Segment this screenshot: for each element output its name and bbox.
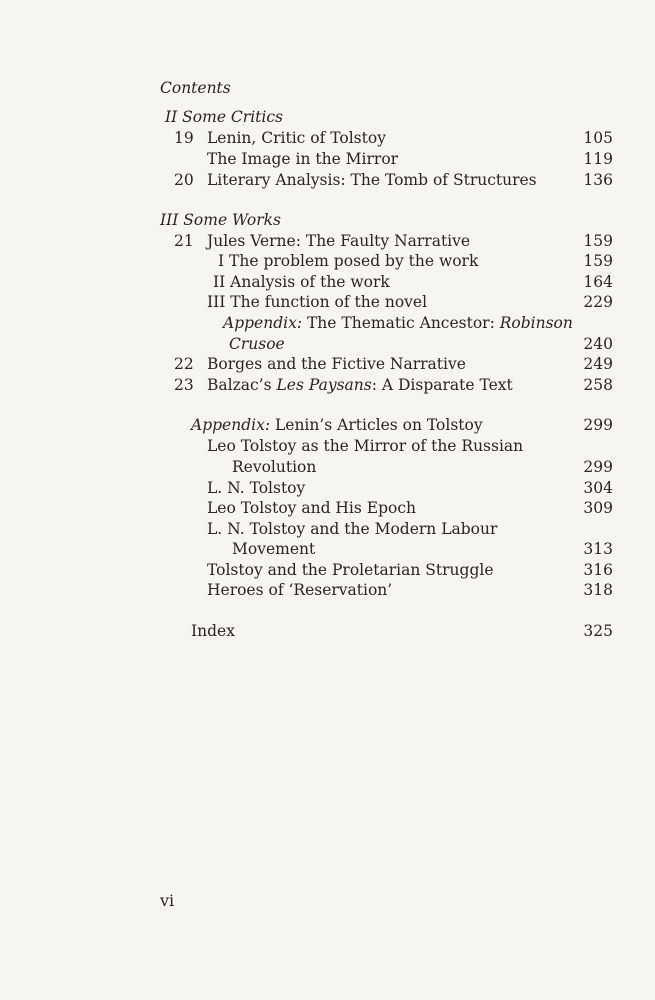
page-number: 299 (583, 416, 613, 434)
page-number: 313 (583, 540, 613, 558)
toc-subentry[interactable] (0, 312, 655, 334)
chapter-number: 21 (174, 232, 194, 250)
entry-title (223, 312, 573, 334)
page-number: 249 (583, 355, 613, 373)
appendix-title: The Thematic Ancestor: (302, 314, 500, 332)
page-number: 318 (583, 581, 613, 599)
page-number: 304 (583, 479, 613, 497)
toc-entry[interactable] (0, 148, 655, 170)
entry-title: III The function of the novel (207, 293, 428, 311)
entry-title: II Analysis of the work (213, 273, 390, 291)
toc-appendix-item[interactable] (0, 435, 655, 457)
toc-index[interactable] (0, 620, 655, 642)
page-number: 309 (583, 499, 613, 517)
entry-title-continuation: Movement (232, 540, 316, 558)
chapter-number: 22 (174, 355, 194, 373)
toc-subentry-continuation[interactable] (0, 333, 655, 355)
page-number: 240 (583, 335, 613, 353)
entry-title-continuation: Crusoe (229, 335, 285, 353)
toc-appendix-item[interactable] (0, 579, 655, 601)
page-number: 299 (583, 458, 613, 476)
page-number: 316 (583, 561, 613, 579)
entry-title (191, 414, 483, 436)
entry-title: Index (191, 622, 235, 640)
entry-title (207, 374, 513, 396)
entry-title: Literary Analysis: The Tomb of Structures (207, 171, 537, 189)
page-title: Contents (160, 79, 231, 97)
entry-title-italic: Les Paysans (276, 376, 372, 394)
page-number: 229 (583, 293, 613, 311)
toc-entry[interactable] (0, 127, 655, 149)
entry-title-pre: Balzac’s (207, 376, 277, 394)
section-heading-some-works: III Some Works (160, 211, 282, 229)
page-number: 325 (583, 622, 613, 640)
entry-title: Borges and the Fictive Narrative (207, 355, 466, 373)
toc-subentry[interactable] (0, 291, 655, 313)
page-number: 159 (583, 232, 613, 250)
entry-title-post: : A Disparate Text (371, 376, 513, 394)
entry-title: The Image in the Mirror (207, 150, 399, 168)
toc-appendix-item-continuation[interactable] (0, 456, 655, 478)
appendix-title: Lenin’s Articles on Tolstoy (270, 416, 483, 434)
page-number: 164 (583, 273, 613, 291)
page-number: 159 (583, 252, 613, 270)
toc-appendix-item-continuation[interactable] (0, 538, 655, 560)
toc-entry[interactable] (0, 230, 655, 252)
toc-subentry[interactable] (0, 271, 655, 293)
page-number: 136 (583, 171, 613, 189)
toc-appendix-item[interactable] (0, 477, 655, 499)
chapter-number: 23 (174, 376, 194, 394)
toc-appendix[interactable] (0, 414, 655, 436)
toc-appendix-item[interactable] (0, 497, 655, 519)
entry-title: Tolstoy and the Proletarian Struggle (207, 561, 494, 579)
entry-title: Lenin, Critic of Tolstoy (207, 129, 386, 147)
toc-subentry[interactable] (0, 250, 655, 272)
entry-title: Leo Tolstoy and His Epoch (207, 499, 417, 517)
entry-title: Heroes of ‘Reservation’ (207, 581, 393, 599)
chapter-number: 19 (174, 129, 194, 147)
chapter-number: 20 (174, 171, 194, 189)
page-number: 105 (583, 129, 613, 147)
page-number: 258 (583, 376, 613, 394)
entry-title: L. N. Tolstoy and the Modern Labour (207, 520, 498, 538)
toc-entry[interactable] (0, 374, 655, 396)
entry-title-continuation: Revolution (232, 458, 317, 476)
appendix-title-italic: Robinson (499, 314, 573, 332)
page-folio: vi (160, 891, 175, 910)
appendix-label: Appendix: (191, 416, 271, 434)
section-heading-some-critics: II Some Critics (165, 108, 283, 126)
entry-title: L. N. Tolstoy (207, 479, 306, 497)
entry-title: Leo Tolstoy as the Mirror of the Russian (207, 437, 524, 455)
toc-entry[interactable] (0, 169, 655, 191)
toc-entry[interactable] (0, 353, 655, 375)
appendix-label: Appendix: (223, 314, 303, 332)
entry-title: Jules Verne: The Faulty Narrative (207, 232, 471, 250)
page-number: 119 (583, 150, 613, 168)
toc-appendix-item[interactable] (0, 559, 655, 581)
entry-title: I The problem posed by the work (218, 252, 479, 270)
toc-appendix-item[interactable] (0, 518, 655, 540)
